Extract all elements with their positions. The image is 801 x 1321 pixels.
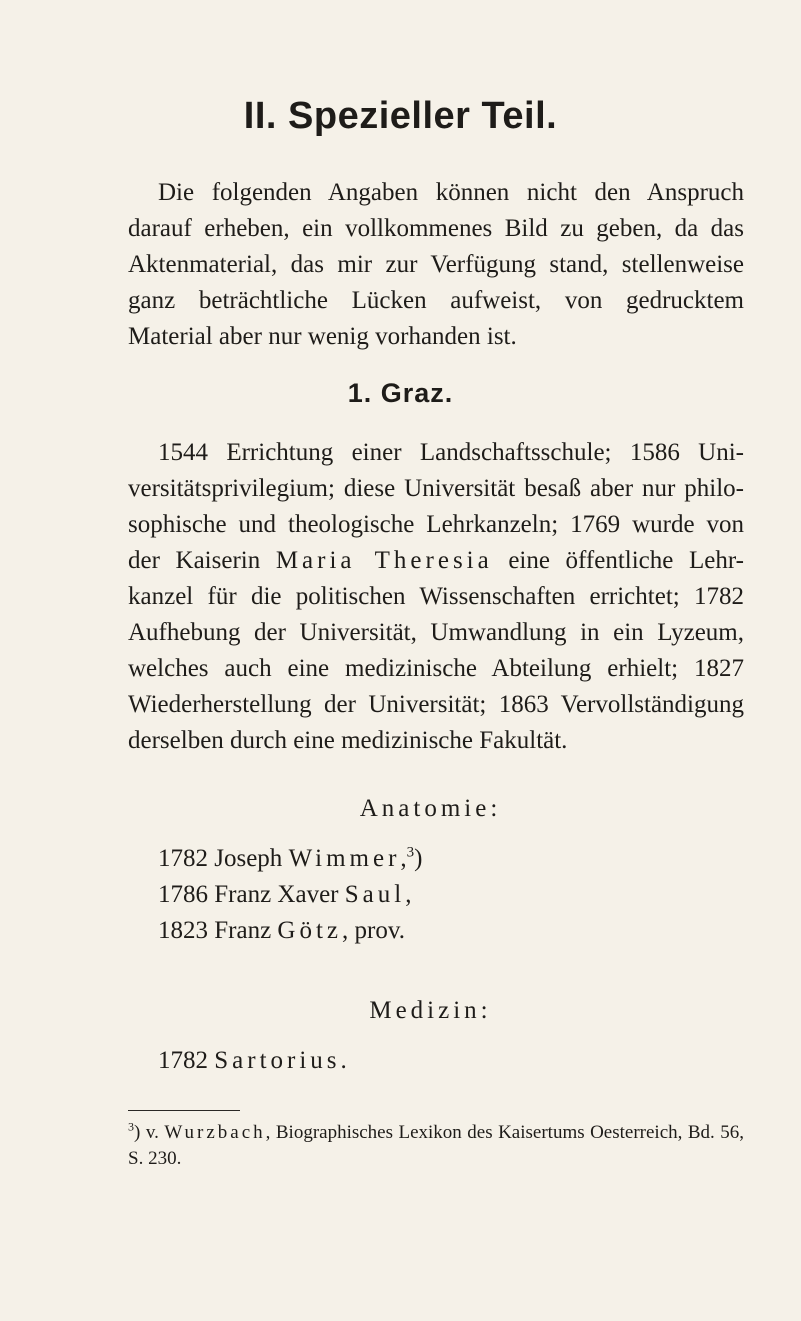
footnote-author: Wurzbach: [164, 1122, 266, 1143]
entry-suffix: .: [340, 1047, 347, 1074]
anatomy-entry: [158, 841, 423, 877]
entry-suffix: ,: [400, 845, 407, 872]
history-name-maria-theresia: Maria Theresia: [275, 547, 493, 574]
history-text-2: eine öffentliche Lehr- kanzel für die politischen Wissenschaften errichtet; 1782 Aufhebung der Universität, Umwandlung in ein Lyzeum, welches auch eine medizinische Abteilung erhielt; 1827 Wiederherstellung der Universität; 1863 Vervollständigung derselben durch eine medizinische Fakultät.: [128, 547, 744, 754]
entry-surname: Saul: [344, 881, 406, 908]
footnote-reference: 3: [406, 844, 415, 861]
footnote-marker-close: ): [134, 1122, 141, 1143]
entry-year: 1823: [158, 917, 208, 944]
anatomy-label: Anatomie:: [359, 795, 502, 822]
entry-given-name: Joseph: [214, 845, 283, 872]
entry-year: 1782: [158, 1047, 208, 1074]
medicine-entry: [158, 1043, 347, 1079]
entry-surname: Wimmer: [288, 845, 401, 872]
section-heading: II. Spezieller Teil.: [243, 95, 558, 137]
graz-history-paragraph: [128, 435, 744, 759]
entry-given-name: Franz Xaver: [214, 881, 339, 908]
intro-paragraph: Die folgenden Angaben können nicht den Anspruch darauf erheben, ein vollkommenes Bild zu geben, da das Aktenmaterial, das mir zur Verfügung stand, stellenweise ganz beträchtliche Lücken aufweist, von gedrucktem Material aber nur wenig vorhanden ist.: [128, 179, 744, 350]
footnote: [128, 1120, 744, 1172]
entry-surname: Götz: [277, 917, 343, 944]
entry-suffix: , prov.: [342, 917, 405, 944]
entry-after: ): [414, 845, 423, 872]
footnote-rule: [128, 1110, 240, 1111]
medicine-label: Medizin:: [369, 997, 492, 1024]
entry-suffix: ,: [405, 881, 412, 908]
entry-given-name: Franz: [214, 917, 272, 944]
history-text-1: 1544 Errichtung einer Landschaftsschule; 1586 Uni- versitätsprivilegium; diese Universität besaß aber nur philo- sophische und theologische Lehrkanzeln; 1769 wurde von der Kaiserin: [128, 439, 744, 574]
entry-year: 1786: [158, 881, 208, 908]
anatomy-entry: [158, 877, 411, 913]
anatomy-entry: [158, 913, 405, 949]
footnote-text: , Biographisches Lexikon des Kaisertums Oesterreich, Bd. 56, S. 230.: [128, 1122, 745, 1169]
graz-heading: 1. Graz.: [347, 378, 454, 408]
entry-surname: Sartorius: [214, 1047, 341, 1074]
footnote-prefix: v.: [145, 1122, 159, 1143]
footnote-marker: 3: [128, 1119, 134, 1134]
entry-year: 1782: [158, 845, 208, 872]
